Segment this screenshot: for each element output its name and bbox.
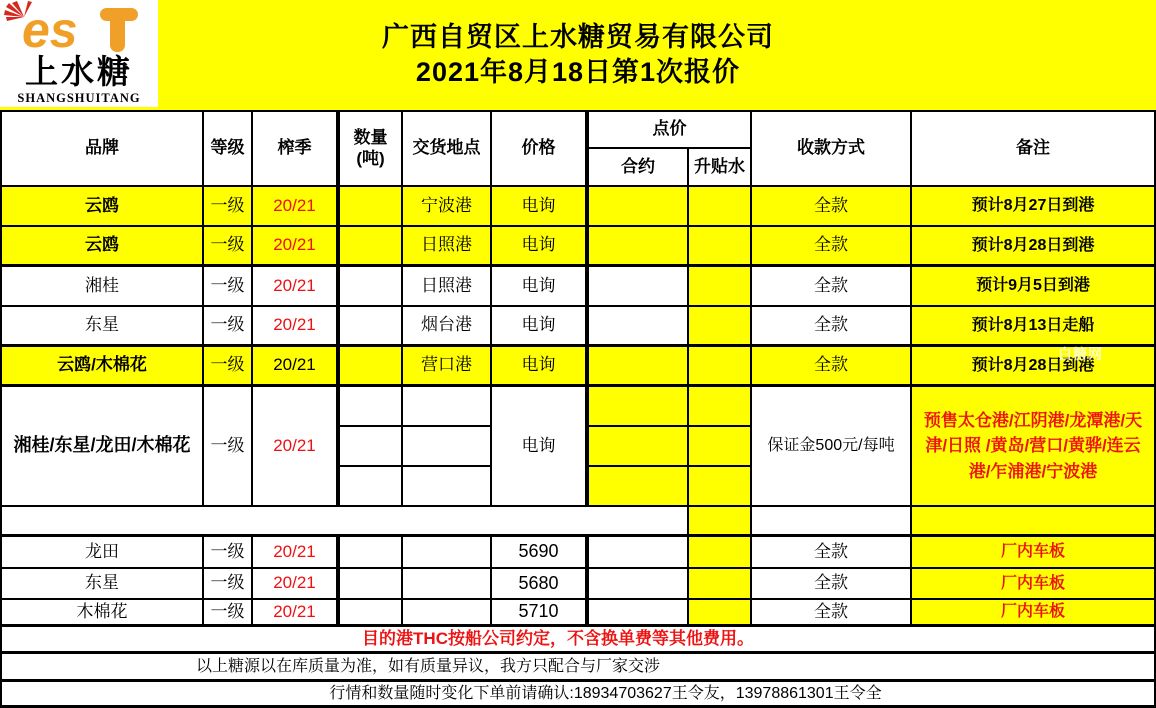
premium-cell [689, 537, 752, 569]
remark-cell [912, 507, 1156, 537]
season-cell: 20/21 [253, 569, 340, 600]
premium-cell [689, 187, 752, 227]
premium-cell [689, 267, 752, 307]
sheet-title [0, 0, 1156, 110]
remark-cell-merged: 预售太仓港/江阴港/龙潭港/天津/日照 /黄岛/营口/黄骅/连云港/乍浦港/宁波港 [912, 387, 1156, 507]
grade-cell: 一级 [204, 569, 253, 600]
quantity-cell [340, 227, 403, 267]
port-cell: 宁波港 [403, 187, 492, 227]
season-header: 榨季 [253, 112, 340, 187]
grade-cell: 一级 [204, 347, 253, 387]
logo-cn-text: 上水糖 [25, 53, 133, 90]
remark-cell: 厂内车板 [912, 569, 1156, 600]
contract-cell [589, 347, 689, 387]
contract-cell [589, 267, 689, 307]
port-subcell [403, 427, 492, 467]
payment-cell: 全款 [752, 600, 912, 627]
contract-cell [589, 600, 689, 627]
contact-note: 行情和数量随时变化下单前请确认:18934703627王令友，13978861301王令全 [2, 682, 1156, 708]
brand-cell: 湘桂 [2, 267, 204, 307]
contract-subcell [589, 467, 689, 507]
price-cell: 电询 [492, 227, 589, 267]
premium-cell [689, 507, 752, 537]
premium-cell [689, 569, 752, 600]
premium-cell [689, 600, 752, 627]
season-cell: 20/21 [253, 600, 340, 627]
svg-text:es: es [22, 2, 78, 55]
quantity-subcell [340, 387, 403, 427]
season-cell: 20/21 [253, 307, 340, 347]
port-cell [403, 569, 492, 600]
contract-subcell [589, 387, 689, 427]
payment-cell: 全款 [752, 267, 912, 307]
remark-cell: 厂内车板 [912, 537, 1156, 569]
remark-cell: 预计8月28日到港 [912, 347, 1156, 387]
price-header: 价格 [492, 112, 589, 187]
quantity-header-line2: (吨) [356, 148, 385, 168]
payment-cell: 全款 [752, 347, 912, 387]
premium-cell [689, 227, 752, 267]
grade-cell: 一级 [204, 227, 253, 267]
quotation-table [0, 110, 1156, 708]
port-subcell [403, 467, 492, 507]
company-logo [0, 0, 158, 107]
quantity-header [340, 112, 403, 187]
brand-cell: 云鸥 [2, 187, 204, 227]
payment-cell: 全款 [752, 187, 912, 227]
quantity-cell [340, 267, 403, 307]
remark-cell: 预计8月27日到港 [912, 187, 1156, 227]
remark-cell: 预计9月5日到港 [912, 267, 1156, 307]
quantity-cell [340, 537, 403, 569]
quality-note: 以上糖源以在库质量为准，如有质量异议，我方只配合与厂家交涉 [2, 654, 1156, 682]
contract-cell [589, 537, 689, 569]
port-cell: 日照港 [403, 267, 492, 307]
season-cell: 20/21 [253, 227, 340, 267]
brand-cell: 云鸥 [2, 227, 204, 267]
quantity-subcell [340, 467, 403, 507]
contract-cell [589, 187, 689, 227]
contract-cell [589, 307, 689, 347]
port-cell [403, 537, 492, 569]
quantity-header-line1: 数量 [353, 128, 388, 148]
premium-cell [689, 347, 752, 387]
quantity-cell [340, 600, 403, 627]
season-cell: 20/21 [253, 267, 340, 307]
port-header: 交货地点 [403, 112, 492, 187]
grade-cell: 一级 [204, 187, 253, 227]
payment-cell: 全款 [752, 307, 912, 347]
price-cell: 电询 [492, 347, 589, 387]
contract-subcell [589, 427, 689, 467]
remark-cell: 预计8月28日到港 [912, 227, 1156, 267]
premium-cell [689, 307, 752, 347]
season-cell: 20/21 [253, 187, 340, 227]
grade-cell: 一级 [204, 267, 253, 307]
payment-cell: 全款 [752, 227, 912, 267]
payment-cell: 全款 [752, 537, 912, 569]
logo-mark-icon [4, 1, 154, 55]
season-cell: 20/21 [253, 537, 340, 569]
season-cell: 20/21 [253, 347, 340, 387]
logo-en-text: SHANGSHUITANG [17, 90, 141, 105]
brand-cell: 木棉花 [2, 600, 204, 627]
grade-cell: 一级 [204, 600, 253, 627]
remark-cell: 厂内车板 [912, 600, 1156, 627]
grade-cell-merged: 一级 [204, 387, 253, 507]
premium-subcell [689, 427, 752, 467]
remark-cell: 预计8月13日走船 [912, 307, 1156, 347]
price-cell: 电询 [492, 267, 589, 307]
port-cell: 烟台港 [403, 307, 492, 347]
remark-header: 备注 [912, 112, 1156, 187]
thc-note: 目的港THC按船公司约定，不含换单费等其他费用。 [2, 627, 1156, 654]
payment-cell-merged: 保证金500元/每吨 [752, 387, 912, 507]
brand-cell: 龙田 [2, 537, 204, 569]
price-cell: 5710 [492, 600, 589, 627]
brand-header: 品牌 [2, 112, 204, 187]
port-subcell [403, 387, 492, 427]
price-cell-merged: 电询 [492, 387, 589, 507]
port-cell: 日照港 [403, 227, 492, 267]
price-cell: 电询 [492, 187, 589, 227]
quantity-cell [340, 569, 403, 600]
brand-cell: 云鸥/木棉花 [2, 347, 204, 387]
spacer-cell [2, 507, 689, 537]
season-cell-merged: 20/21 [253, 387, 340, 507]
quantity-cell [340, 187, 403, 227]
price-cell: 5690 [492, 537, 589, 569]
contract-cell [589, 569, 689, 600]
company-name-title: 广西自贸区上水糖贸易有限公司 [382, 21, 774, 52]
payment-cell [752, 507, 912, 537]
contract-header: 合约 [589, 149, 689, 187]
title-band [0, 0, 1156, 110]
brand-cell: 东星 [2, 307, 204, 347]
quantity-cell [340, 307, 403, 347]
premium-subcell [689, 387, 752, 427]
grade-header: 等级 [204, 112, 253, 187]
payment-header: 收款方式 [752, 112, 912, 187]
price-cell: 电询 [492, 307, 589, 347]
premium-subcell [689, 467, 752, 507]
port-cell [403, 600, 492, 627]
price-cell: 5680 [492, 569, 589, 600]
premium-header: 升贴水 [689, 149, 752, 187]
brand-cell-merged: 湘桂/东星/龙田/木棉花 [2, 387, 204, 507]
contract-cell [589, 227, 689, 267]
port-cell: 营口港 [403, 347, 492, 387]
watermark-text: 白糖网 [1058, 346, 1103, 362]
quantity-cell [340, 347, 403, 387]
grade-cell: 一级 [204, 307, 253, 347]
brand-cell: 东星 [2, 569, 204, 600]
payment-cell: 全款 [752, 569, 912, 600]
point-price-header: 点价 [589, 112, 752, 149]
quantity-subcell [340, 427, 403, 467]
quote-date-title: 2021年8月18日第1次报价 [415, 56, 741, 87]
grade-cell: 一级 [204, 537, 253, 569]
